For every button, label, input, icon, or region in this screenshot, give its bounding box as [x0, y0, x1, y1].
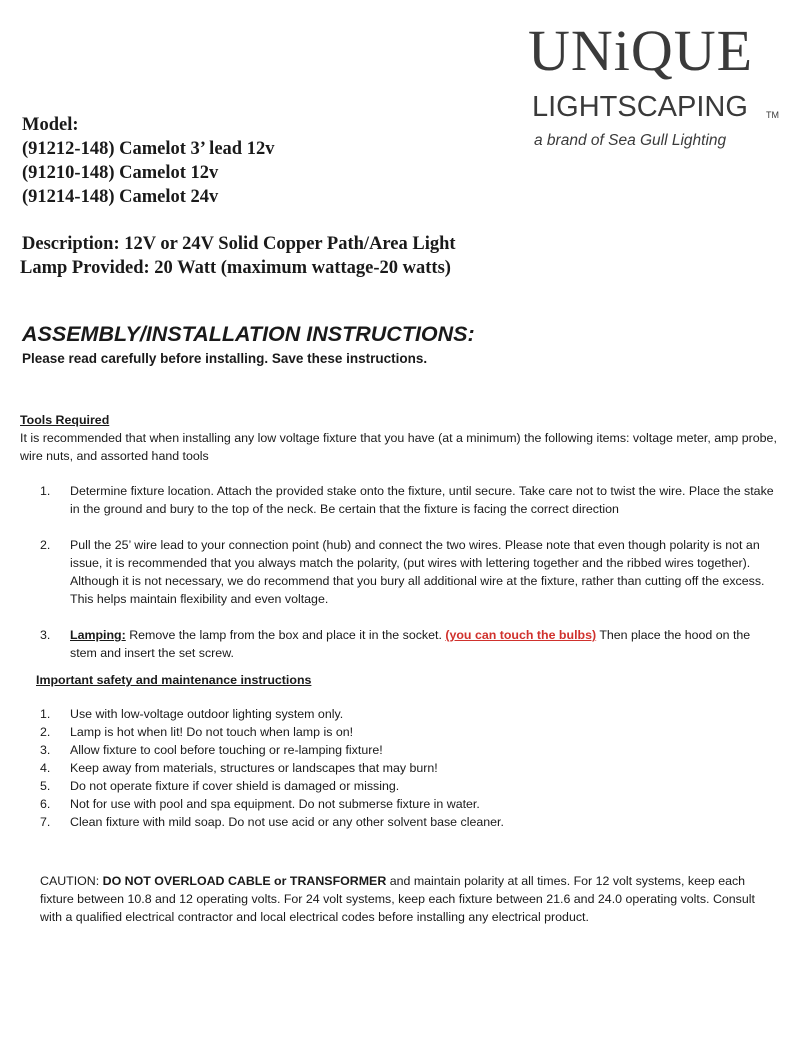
logo-brand-name: UNiQUE — [528, 18, 754, 83]
item-text: Do not operate fixture if cover shield is damaged or missing. — [70, 779, 400, 793]
step-text: Pull the 25’ wire lead to your connection point (hub) and connect the two wires. Please note that even though polarity is not an issue, it is recommended that you always match the polarity, (put wires with lettering together and the ribbed wires together). Although it is not necessary, we do recommend that you bury all additional wire at the fixture, rather than cutting off the excess. This helps maintain flexibility and even voltage. — [70, 538, 765, 606]
logo-tagline: a brand of Sea Gull Lighting — [534, 132, 727, 149]
model-line: (91212-148) Camelot 3’ lead 12v — [22, 139, 275, 159]
item-number: 7. — [40, 815, 51, 829]
list-item — [40, 759, 780, 777]
model-line: (91210-148) Camelot 12v — [22, 163, 219, 183]
installation-steps — [40, 482, 780, 680]
item-number: 1. — [40, 707, 51, 721]
tools-heading: Tools Required — [20, 413, 110, 427]
list-item — [40, 795, 780, 813]
item-text: Clean fixture with mild soap. Do not use acid or any other solvent base cleaner. — [70, 815, 504, 829]
assembly-subtitle: Please read carefully before installing. Save these instructions. — [22, 351, 428, 366]
caution-prefix: CAUTION: — [40, 874, 103, 888]
step-text: Then place the hood on the stem and insert the set screw. — [70, 628, 751, 660]
list-item — [40, 777, 780, 795]
model-heading: Model: — [22, 115, 79, 135]
lamp-provided-line: Lamp Provided: 20 Watt (maximum wattage-20 watts) — [20, 258, 451, 278]
list-item — [40, 705, 780, 723]
item-text: Not for use with pool and spa equipment. Do not submerse fixture in water. — [70, 797, 480, 811]
model-line: (91214-148) Camelot 24v — [22, 187, 219, 207]
list-item — [40, 482, 780, 518]
item-number: 6. — [40, 797, 51, 811]
step-text: Determine fixture location. Attach the provided stake onto the fixture, until secure. Take care not to twist the wire. Place the stake in the ground and bury to the top of the neck. Be certain that the fixture is facing the correct direction — [70, 484, 774, 516]
item-text: Allow fixture to cool before touching or re-lamping fixture! — [70, 743, 383, 757]
list-item — [40, 813, 780, 831]
list-item — [40, 723, 780, 741]
step-number: 1. — [40, 484, 51, 498]
safety-list — [40, 705, 780, 831]
bulb-warning-highlight: (you can touch the bulbs) — [445, 628, 597, 642]
item-text: Keep away from materials, structures or landscapes that may burn! — [70, 761, 438, 775]
item-number: 5. — [40, 779, 51, 793]
logo-trademark: TM — [766, 110, 779, 120]
item-text: Lamp is hot when lit! Do not touch when lamp is on! — [70, 725, 354, 739]
item-number: 4. — [40, 761, 51, 775]
list-item — [40, 536, 780, 608]
safety-heading: Important safety and maintenance instructions — [36, 673, 312, 687]
description-line: Description: 12V or 24V Solid Copper Path/Area Light — [22, 234, 456, 254]
caution-bold: DO NOT OVERLOAD CABLE or TRANSFORMER — [102, 874, 387, 888]
caution-notice — [40, 872, 780, 926]
brand-logo — [528, 18, 779, 152]
lamping-label: Lamping: — [70, 628, 126, 642]
item-number: 2. — [40, 725, 51, 739]
logo-subtitle: LIGHTSCAPING — [532, 91, 748, 123]
list-item — [40, 741, 780, 759]
list-item — [40, 626, 780, 662]
assembly-title: ASSEMBLY/INSTALLATION INSTRUCTIONS: — [22, 322, 475, 346]
step-number: 3. — [40, 628, 51, 642]
model-block — [22, 113, 274, 209]
step-text: Remove the lamp from the box and place it in the socket. — [125, 628, 446, 642]
item-number: 3. — [40, 743, 51, 757]
step-number: 2. — [40, 538, 51, 552]
tools-text: It is recommended that when installing any low voltage fixture that you have (at a minimum) the following items: voltage meter, amp probe, wire nuts, and assorted hand tools — [20, 431, 777, 463]
description-block — [20, 232, 456, 280]
caution-text: and maintain polarity at all times. For 12 volt systems, keep each fixture between 10.8 and 12 operating volts. For 24 volt systems, keep each fixture between 21.6 and 24.0 operating volts. Consult with a qualified electrical contractor and local electrical codes before installing any electrical product. — [40, 874, 755, 924]
item-text: Use with low-voltage outdoor lighting system only. — [70, 707, 344, 721]
